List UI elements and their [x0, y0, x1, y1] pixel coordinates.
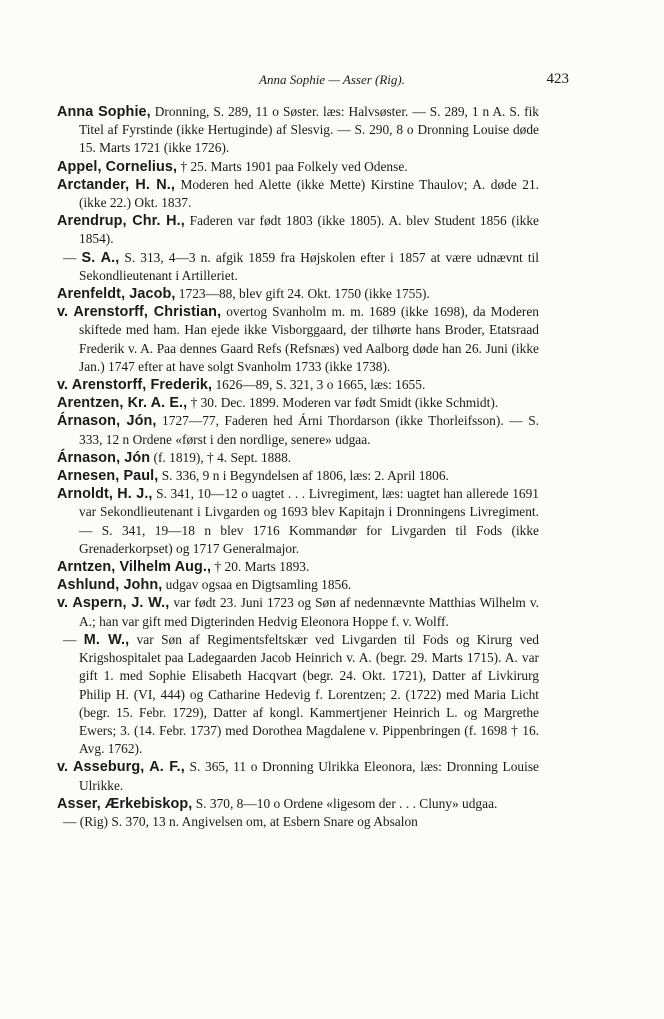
entry-headword: v. Asseburg, A. F., [57, 759, 185, 776]
page-number: 423 [546, 71, 569, 87]
entry-text: Dronning, S. 289, 11 o Søster. læs: Halvsøster. — S. 289, 1 n A. S. fik Titel af Fyrstinde (ikke Hertuginde) af Slesvig. — S. 290, 8 o Dronning Louise døde 15. Marts 1721 (ikke 1726). [79, 104, 539, 156]
entry-text: 1626—89, S. 321, 3 o 1665, læs: 1655. [212, 377, 426, 393]
page-header [0, 72, 664, 92]
entry-headword: Arenfeldt, Jacob, [57, 286, 176, 303]
entry-text: S. 313, 4—3 n. afgik 1859 fra Højskolen efter i 1857 at være udnævnt til Sekondlieutenant i Artilleriet. [79, 249, 539, 283]
entry [57, 212, 539, 248]
entry [57, 394, 539, 412]
entry [57, 449, 539, 467]
entry-text: S. 336, 9 n i Begyndelsen af 1806, læs: 2. April 1806. [158, 468, 449, 484]
entry-text: † 30. Dec. 1899. Moderen var født Smidt (ikke Schmidt). [187, 395, 499, 411]
entry-text: (f. 1819), † 4. Sept. 1888. [150, 449, 292, 465]
entry [57, 303, 539, 376]
entry-dash: — [63, 631, 84, 647]
entry-headword: Appel, Cornelius, [57, 158, 178, 175]
entry-text: S. 341, 10—12 o uagtet . . . Livregiment, læs: uagtet han allerede 1691 var Sekondlieutenant i Livgarden og 1693 blev Kapitajn i Dronningens Livregiment. — S. 341, 19—18 n blev 1716 Kommandør for Livgarden til Fods (ikke Grenaderkorpset) og 1717 Generalmajor. [79, 486, 539, 556]
entry-text: 1723—88, blev gift 24. Okt. 1750 (ikke 1755). [175, 286, 430, 302]
entry-headword: Arnoldt, H. J., [57, 486, 153, 503]
entry [57, 631, 539, 758]
entry-dash: — [63, 813, 80, 829]
entry [57, 576, 539, 594]
entry-headword: v. Arenstorff, Christian, [57, 304, 222, 321]
entry-headword: Árnason, Jón, [57, 413, 157, 430]
entry-headword: Arentzen, Kr. A. E., [57, 395, 188, 412]
entry [57, 558, 539, 576]
entry-text: overtog Svanholm m. m. 1689 (ikke 1698), da Moderen skiftede med ham. Han ejede ikke Visborggaard, der tilhørte hans Broder, Etatsraad Frederik v. A. Paa dennes Gaard Refs (Refsnæs) ved Aalborg døde han 26. Juni (ikke Jan.) 1747 efter at have solgt Svanholm 1733 (ikke 1738). [79, 304, 539, 374]
entry [57, 485, 539, 558]
entry-text: S. 365, 11 o Dronning Ulrikka Eleonora, læs: Dronning Louise Ulrikke. [79, 759, 540, 793]
entry [57, 467, 539, 485]
entry-headword: v. Arenstorff, Frederik, [57, 377, 213, 394]
entry-headword: Arntzen, Vilhelm Aug., [57, 559, 212, 576]
entry-dash: — [63, 249, 82, 265]
entry [57, 813, 539, 831]
entry-headword: Ashlund, John, [57, 577, 163, 594]
entry [57, 594, 539, 630]
entry-text: Faderen var født 1803 (ikke 1805). A. blev Student 1856 (ikke 1854). [79, 213, 539, 247]
entry-headword: Árnason, Jón [57, 449, 151, 466]
entry-list [57, 103, 539, 831]
entry [57, 412, 539, 448]
entry [57, 285, 539, 303]
entry-text: var Søn af Regimentsfeltskær ved Livgarden til Fods og Kirurg ved Krigshospitalet paa Ladegaarden Jacob Heinrich v. A. (begr. 29. Marts 1715). A. var gift 1. med Sophie Elisabeth Hacqvart (begr. 24. Okt. 1721), Datter af Livkirurg Philip H. (VI, 444) og Catharine Hedevig f. Lorentzen; 2. (1722) med Maria Licht (begr. 15. Febr. 1729), Datter af kongl. Kammertjener Heinrich L. og Margrethe Ewers; 3. (14. Febr. 1737) med Dorothea Magdalene v. Pippenbringen (f. 1698 † 16. Avg. 1762). [79, 631, 539, 757]
entry-headword: Arendrup, Chr. H., [57, 213, 185, 230]
entry [57, 758, 539, 794]
entry-text: (Rig) S. 370, 13 n. Angivelsen om, at Esbern Snare og Absalon [79, 813, 418, 829]
entry-headword: M. W., [83, 631, 130, 648]
entry-headword: Arnesen, Paul, [57, 468, 159, 485]
entry [57, 376, 539, 394]
entry-text: udgav ogsaa en Digtsamling 1856. [162, 577, 352, 593]
entry [57, 158, 539, 176]
entry [57, 795, 539, 813]
entry-headword: Asser, Ærkebiskop, [57, 795, 193, 812]
entry [57, 103, 539, 158]
entry [57, 249, 539, 285]
entry-headword: Anna Sophie, [57, 104, 151, 120]
entry-text: † 20. Marts 1893. [211, 559, 310, 575]
entry-headword: Arctander, H. N., [57, 176, 175, 193]
entry-text: 1727—77, Faderen hed Árni Thordarson (ikke Thorleifsson). — S. 333, 12 n Ordene «først i den nordlige, senere» udgaa. [79, 413, 540, 447]
entry-text: var født 23. Juni 1723 og Søn af nedennævnte Matthias Wilhelm v. A.; han var gift med Digterinden Hedvig Eleonora Hoppe f. v. Wolff. [79, 595, 539, 629]
entry-text: S. 370, 8—10 o Ordene «ligesom der . . . Cluny» udgaa. [192, 795, 498, 811]
running-head: Anna Sophie — Asser (Rig). [259, 72, 405, 87]
entry-headword: v. Aspern, J. W., [57, 595, 170, 612]
entry-text: Moderen hed Alette (ikke Mette) Kirstine Thaulov; A. døde 21. (ikke 22.) Okt. 1837. [79, 176, 540, 211]
entry-text: † 25. Marts 1901 paa Folkely ved Odense. [177, 158, 408, 174]
entry-headword: S. A., [81, 249, 120, 266]
entry [57, 176, 539, 212]
